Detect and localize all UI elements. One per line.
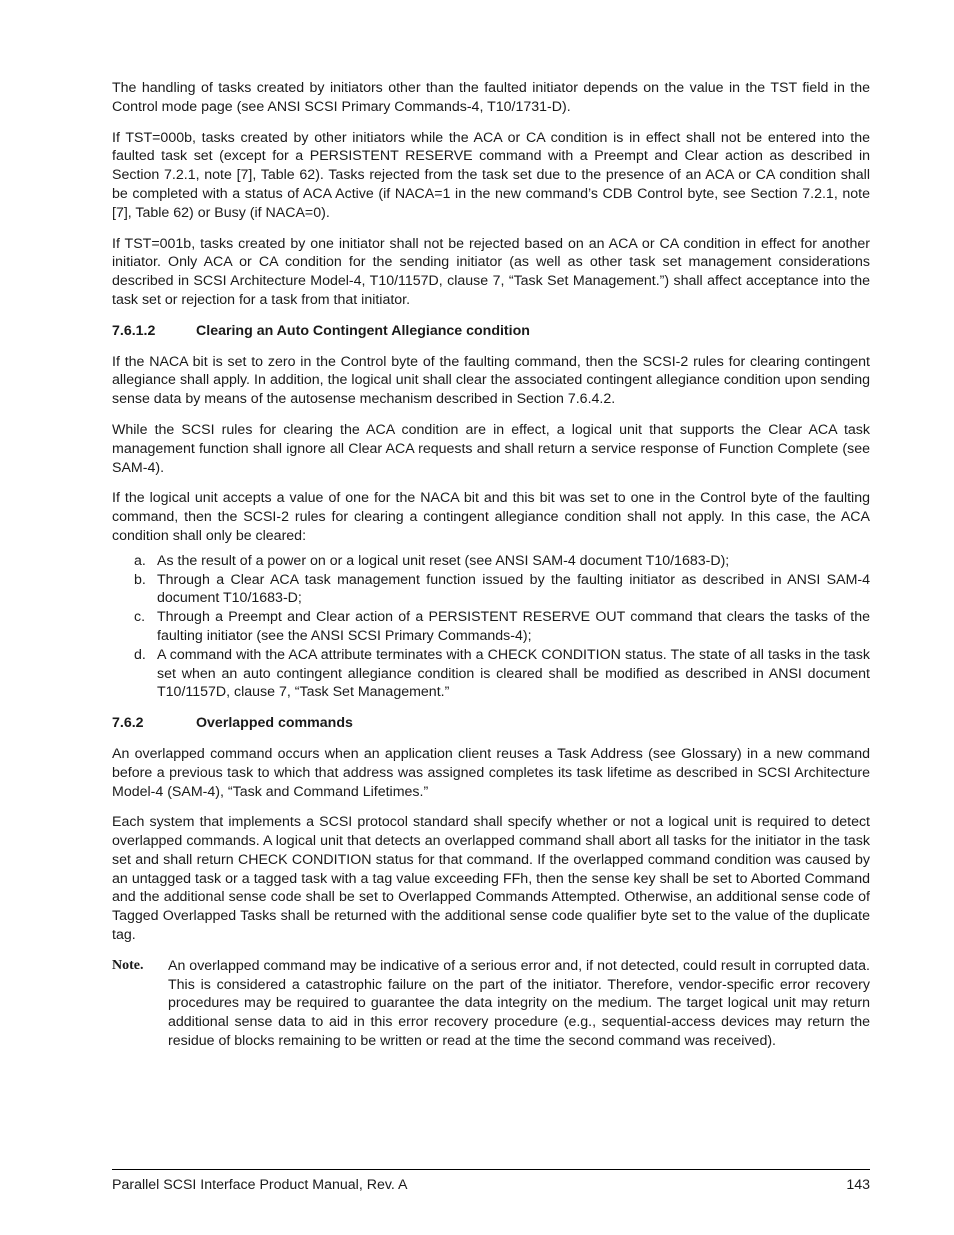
paragraph-naca-one: If the logical unit accepts a value of one for the NACA bit and this bit was set to one in the Control byte of the faulting command, then the SCSI-2 rules for clearing a contingent allegiance condition shall not apply. In this case, the ACA condition shall only be cleared:	[112, 490, 870, 544]
note-block	[112, 957, 870, 1051]
section-number: 7.6.2	[112, 715, 144, 732]
list-marker: b.	[134, 571, 146, 588]
list-item	[112, 608, 870, 646]
aca-clear-conditions-list	[112, 552, 870, 702]
page-footer	[112, 1176, 870, 1194]
section-title: Clearing an Auto Contingent Allegiance condition	[196, 322, 530, 339]
footer-divider	[112, 1169, 870, 1170]
paragraph-naca-zero: If the NACA bit is set to zero in the Control byte of the faulting command, then the SCSI-2 rules for clearing contingent allegiance shall apply. In addition, the logical unit shall clear the associated contingent allegiance condition upon sending sense data by means of the autosense mechanism described in Section 7.6.4.2.	[112, 353, 870, 408]
paragraph-tst-001b: If TST=001b, tasks created by one initiator shall not be rejected based on an ACA or CA condition in effect for another initiator. Only ACA or CA condition for the sending initiator (as well as other task set management considerations described in SCSI Architecture Model-4, T10/1157D, clause 7, “Task Set Management.”) shall affect acceptance into the task set or rejection for a task from that initiator.	[112, 235, 870, 308]
paragraph-clear-aca: While the SCSI rules for clearing the ACA condition are in effect, a logical unit that supports the Clear ACA task management function shall ignore all Clear ACA requests and shall return a service response of Function Complete (see SAM-4).	[112, 421, 870, 476]
list-item	[112, 646, 870, 702]
paragraph-tst-intro: The handling of tasks created by initiators other than the faulted initiator depends on the value in the TST field in the Control mode page (see ANSI SCSI Primary Commands-4, T10/1731-D).	[112, 80, 870, 115]
list-item	[112, 552, 870, 571]
paragraph-overlapped-detection: Each system that implements a SCSI protocol standard shall specify whether or not a logical unit is required to detect overlapped commands. A logical unit that detects an overlapped command shall abort all tasks for the initiator in the task set and shall return CHECK CONDITION status for that command. If the overlapped command condition was caused by an untagged task or a tagged task with a tag value exceeding FFh, then the sense key shall be set to Aborted Command and the additional sense code shall be set to Overlapped Commands Attempted. Otherwise, an additional sense code of Tagged Overlapped Tasks shall be returned with the additional sense code qualifier byte set to the value of the duplicate tag.	[112, 814, 870, 944]
list-marker: a.	[134, 552, 146, 569]
list-item-text: A command with the ACA attribute terminates with a CHECK CONDITION status. The state of all tasks in the task set when an auto contingent allegiance condition is cleared shall be modified as described in ANSI document T10/1157D, clause 7, “Task Set Management.”	[157, 646, 870, 701]
section-heading-7612	[112, 322, 870, 341]
note-label: Note.	[112, 957, 144, 973]
paragraph-overlapped-definition: An overlapped command occurs when an application client reuses a Task Address (see Glossary) in a new command before a previous task to which that address was assigned completes its task lifetime as described in SCSI Architecture Model-4 (SAM-4), “Task and Command Lifetimes.”	[112, 745, 870, 800]
list-item-text: Through a Clear ACA task management function issued by the faulting initiator as described in ANSI SAM-4 document T10/1683-D;	[157, 571, 870, 607]
page-number: 143	[846, 1177, 870, 1193]
footer-title: Parallel SCSI Interface Product Manual, Rev. A	[112, 1177, 408, 1193]
section-heading-762	[112, 714, 870, 733]
page-body	[112, 79, 870, 1051]
section-title: Overlapped commands	[196, 715, 353, 732]
list-item-text: As the result of a power on or a logical unit reset (see ANSI SAM-4 document T10/1683-D);	[157, 552, 730, 569]
list-item-text: Through a Preempt and Clear action of a PERSISTENT RESERVE OUT command that clears the tasks of the faulting initiator (see the ANSI SCSI Primary Commands-4);	[157, 609, 870, 644]
note-text: An overlapped command may be indicative of a serious error and, if not detected, could result in corrupted data. This is considered a catastrophic failure on the part of the initiator. Therefore, vendor-specific error recovery procedures may be required to guarantee the data integrity on the medium. The target logical unit may return additional sense data to aid in this error recovery procedure (e.g., sequential-access devices may return the residue of blocks remaining to be written or read at the time the second command was received).	[168, 957, 870, 1050]
paragraph-tst-000b: If TST=000b, tasks created by other initiators while the ACA or CA condition is in effect shall not be entered into the faulted task set (except for a PERSISTENT RESERVE command with a Preempt and Clear action as described in Section 7.2.1, note [7], Table 62). Tasks rejected from the task set due to the presence of an ACA or CA condition shall be completed with a status of ACA Active (if NACA=1 in the new command’s CDB Control byte, see Section 7.2.1, note [7], Table 62) or Busy (if NACA=0).	[112, 129, 870, 221]
list-item	[112, 571, 870, 609]
list-marker: c.	[134, 609, 146, 626]
section-number: 7.6.1.2	[112, 322, 156, 339]
list-marker: d.	[134, 646, 146, 663]
